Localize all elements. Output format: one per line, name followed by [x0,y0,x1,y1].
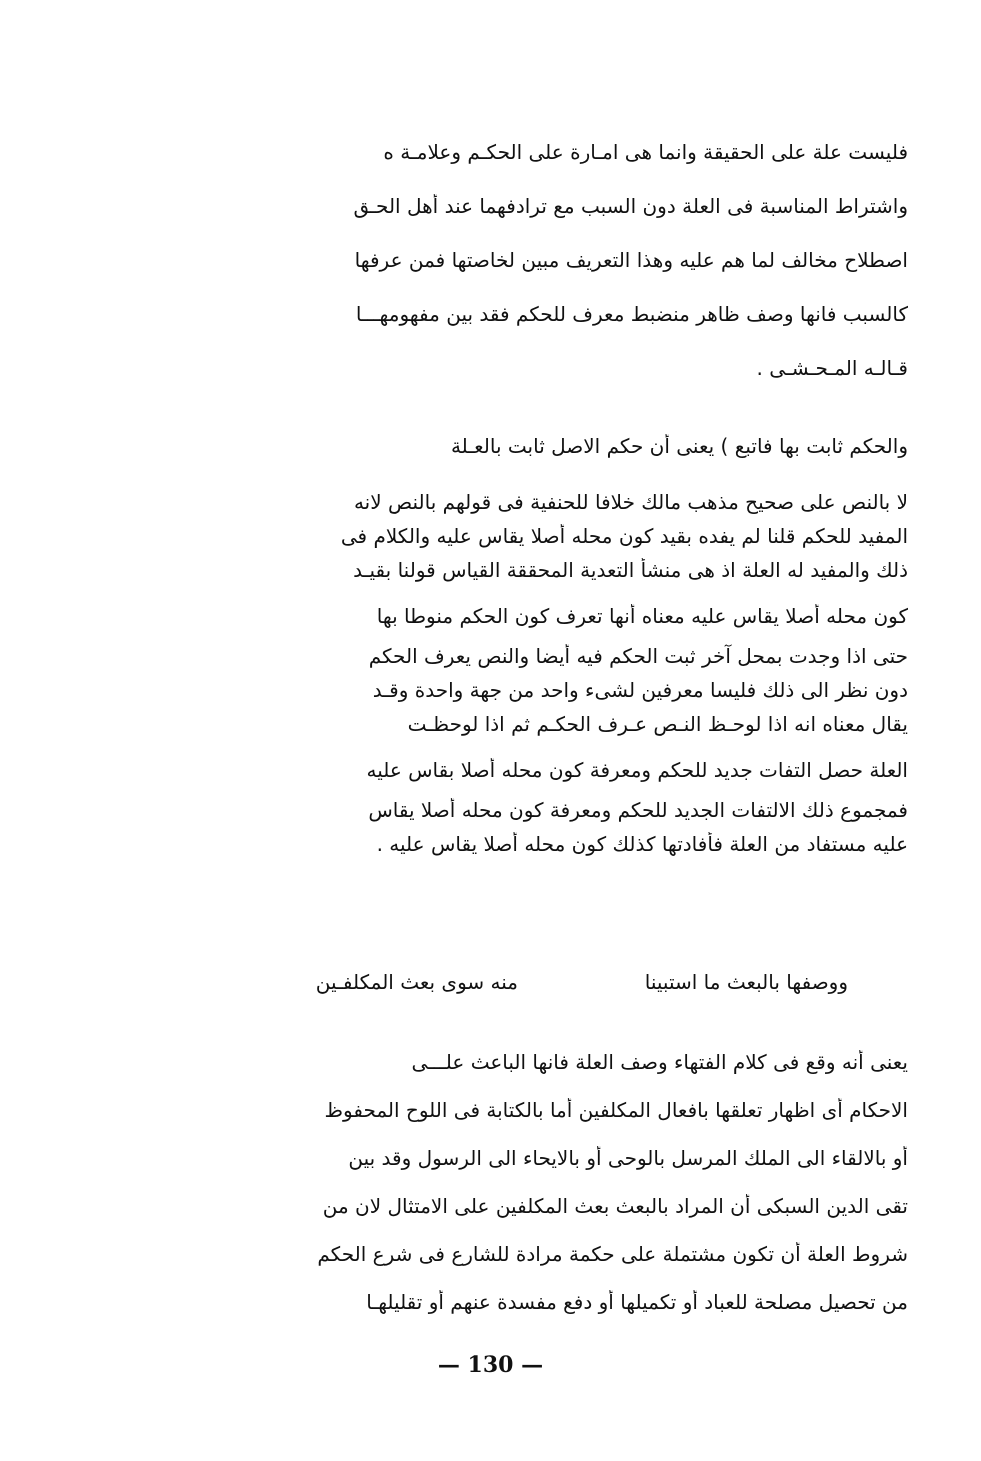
text-line: لا بالنص على صحيح مذهب مالك خلافا للحنفية فى قولهم بالنص لانه [353,490,908,514]
text-line: العلة حصل التفات جديد للحكم ومعرفة كون محله أصلا بقاس عليه [366,758,908,782]
text-line: فليست علة على الحقيقة وانما هى امـارة على الحكـم وعلامـة ه [383,140,908,164]
text-line: ذلك والمفيد له العلة اذ هى منشأ التعدية المحققة القياس قولنا بقيـد [353,558,908,582]
text-line: شروط العلة أن تكون مشتملة على حكمة مرادة للشارع فى شرع الحكم [317,1242,908,1266]
page-number: — 130 — [437,1352,544,1378]
text-line: والحكم ثابت بها فاتبع ) يعنى أن حكم الاصل ثابت بالعـلة [450,434,908,458]
text-line: الاحكام أى اظهار تعلقها بافعال المكلفين أما بالكتابة فى اللوح المحفوظ [324,1098,908,1122]
text-line: تقى الدين السبكى أن المراد بالبعث بعث المكلفين على الامتثال لان من [322,1194,908,1218]
text-line: يقال معناه انه اذا لوحـظ النـص عـرف الحكـم ثم اذا لوحظـت [407,712,908,736]
text-line: كالسبب فانها وصف ظاهر منضبط معرف للحكم فقد بين مفهومهـــا [355,302,908,326]
text-line: اصطلاح مخالف لما هم عليه وهذا التعريف مبين لخاصتها فمن عرفها [354,248,908,272]
text-line: من تحصيل مصلحة للعباد أو تكميلها أو دفع مفسدة عنهم أو تقليلهـا [366,1290,908,1314]
text-line: كون محله أصلا يقاس عليه معناه أنها تعرف كون الحكم منوطا بها [376,604,908,628]
text-line: المفيد للحكم قلنا لم يفده بقيد كون محله أصلا يقاس عليه والكلام فى [340,524,908,548]
paragraph-1 [160,140,908,410]
text-line: أو بالالقاء الى الملك المرسل بالوحى أو بالايحاء الى الرسول وقد بين [348,1146,908,1170]
text-line: حتى اذا وجدت بمحل آخر ثبت الحكم فيه أيضا والنص يعرف الحكم [368,644,908,668]
text-line: يعنى أنه وقع فى كلام الفتهاء وصف العلة فانها الباعث علـــى [411,1050,908,1074]
text-line: دون نظر الى ذلك فليسا معرفين لشىء واحد من جهة واحدة وقـد [372,678,908,702]
text-line: عليه مستفاد من العلة فأفادتها كذلك كون محله أصلا يقاس عليه . [376,832,908,856]
text-line: واشتراط المناسبة فى العلة دون السبب مع ترادفهما عند أهل الحـق [353,194,908,218]
verse-hemistich-2: منه سوى بعث المكلفـين [315,970,518,994]
paragraph-3 [160,1050,908,1338]
verse-hemistich-1: ووصفها بالبعث ما استبينا [644,970,848,994]
paragraph-2 [160,434,908,872]
text-line: فمجموع ذلك الالتفات الجديد للحكم ومعرفة كون محله أصلا يقاس [368,798,908,822]
text-line: قـالـه المـحـشـى . [756,356,908,380]
